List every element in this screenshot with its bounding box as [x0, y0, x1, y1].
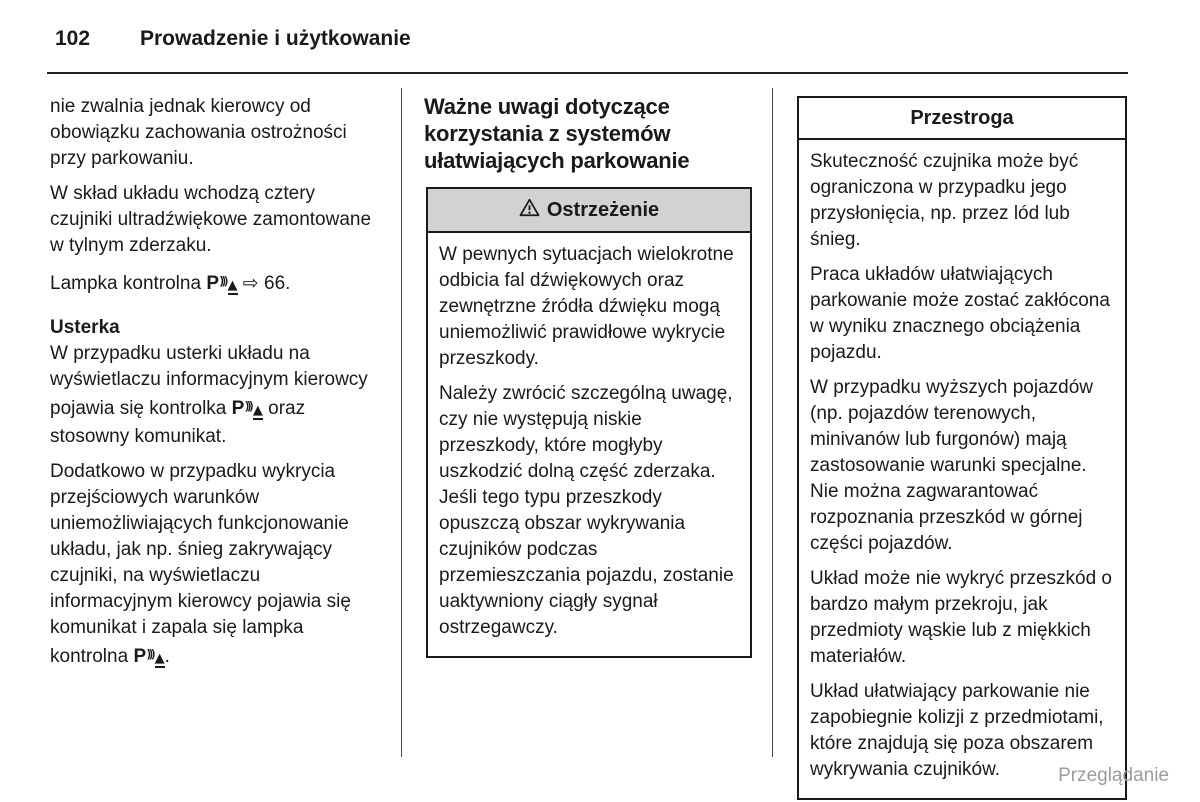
park-assist-indicator-icon: P)))▲ [231, 398, 263, 419]
cross-reference-page: 66. [264, 273, 291, 294]
fault-text: W przypadku usterki układu na wyświetlaczu informacyjnym kierowcy pojawia się kontrolka [50, 343, 368, 419]
warning-paragraph: Należy zwrócić szczególną uwagę, czy nie występują niskie przeszkody, które mogłyby uszkodzić dolną część zderzaka. Jeśli tego typu przeszkody opuszczą obszar wykrywania czujników podczas przemieszczania pojazdu, zostanie uaktywniony ciągły sygnał ostrzegawczy. [439, 383, 734, 638]
fault-text: . [164, 646, 170, 667]
column-right [797, 96, 1127, 800]
obstacle-triangle-icon: ▲ [227, 278, 238, 293]
warning-box-header [428, 189, 750, 233]
park-assist-indicator-icon: P)))▲ [206, 273, 238, 294]
paragraph: W skład układu wchodzą cztery czujniki ultradźwiękowe zamontowane w tylnym zderzaku. [50, 183, 372, 256]
warning-paragraph: W pewnych sytuacjach wielokrotne odbicia fal dźwiękowych oraz zewnętrzne źródła dźwięku mogą uniemożliwić prawidłowe wykrycie przeszkody. [439, 244, 734, 369]
paragraph-lamp-reference [50, 268, 382, 299]
caution-box-title: Przestroga [910, 107, 1014, 129]
warning-box-title: Ostrzeżenie [546, 199, 660, 221]
obstacle-triangle-icon: ▲ [252, 403, 263, 418]
obstacle-triangle-icon: ▲ [154, 651, 165, 666]
column-left [50, 94, 382, 681]
caution-box-header [799, 98, 1125, 140]
paragraph: nie zwalnia jednak kierowcy od obowiązku zachowania ostrożności przy parkowaniu. [50, 96, 347, 169]
park-assist-indicator-icon: P)))▲ [133, 646, 165, 667]
cross-reference-arrow-icon: ⇨ [242, 272, 259, 294]
paragraph-fault-1 [50, 341, 382, 450]
warning-box-body [428, 233, 750, 656]
section-heading: Ważne uwagi dotyczące korzystania z systemów ułatwiających parkowanie [424, 94, 690, 173]
column-divider-2 [772, 88, 773, 757]
caution-box [797, 96, 1127, 800]
watermark-text: Przeglądanie [1058, 765, 1169, 786]
sound-waves-icon: ))) [147, 648, 154, 660]
page-header [55, 26, 1135, 53]
lamp-text: Lampka kontrolna [50, 273, 202, 294]
caution-paragraph: W przypadku wyższych pojazdów (np. pojazdów terenowych, minivanów lub furgonów) mają zastosowanie warunki specjalne. Nie można zagwarantować rozpoznania przeszkód w górnej części pojazdów. [810, 377, 1093, 554]
header-rule [47, 72, 1128, 74]
paragraph-fault-2 [50, 459, 382, 672]
subheading-fault: Usterka [50, 317, 120, 338]
fault-text: oraz stosowny komunikat. [50, 398, 306, 447]
caution-box-body [799, 140, 1125, 798]
sound-waves-icon: ))) [245, 400, 252, 412]
column-middle [424, 93, 756, 658]
warning-box [426, 187, 752, 658]
caution-paragraph: Układ ułatwiający parkowanie nie zapobiegnie kolizji z przedmiotami, które znajdują się poza obszarem wykrywania czujników. [810, 681, 1104, 780]
chapter-title: Prowadzenie i użytkowanie [140, 27, 411, 50]
caution-paragraph: Skuteczność czujnika może być ograniczona w przypadku jego przysłonięcia, np. przez lód lub śnieg. [810, 151, 1079, 250]
page-number: 102 [55, 27, 91, 50]
caution-paragraph: Układ może nie wykryć przeszkód o bardzo małym przekroju, jak przedmioty wąskie lub z miękkich materiałów. [810, 568, 1112, 667]
column-divider-1 [401, 88, 402, 757]
fault-text: Dodatkowo w przypadku wykrycia przejściowych warunków uniemożliwiających funkcjonowanie układu, jak np. śnieg zakrywający czujniki, na wyświetlaczu informacyjnym kierowcy pojawia się komunikat i zapala się lampka kontrolna [50, 461, 351, 667]
caution-paragraph: Praca układów ułatwiających parkowanie może zostać zakłócona w wyniku znacznego obciążenia pojazdu. [810, 264, 1110, 363]
sound-waves-icon: ))) [220, 275, 227, 287]
warning-triangle-icon [519, 198, 540, 224]
